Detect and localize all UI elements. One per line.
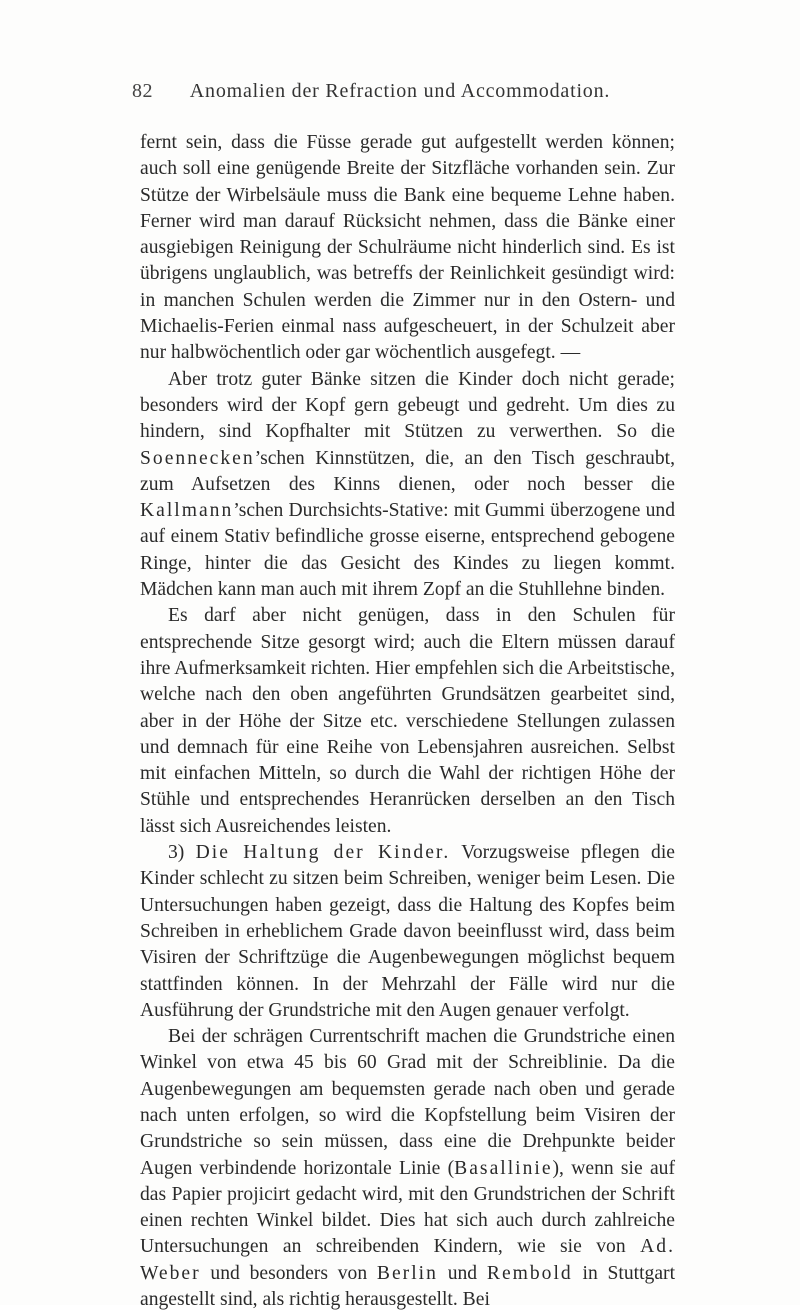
text-run: Aber trotz guter Bänke sitzen die Kinder doch nicht gerade; besonders wird der Kopf gern gebeugt und gedreht. Um dies zu hindern, sind Kopfhalter mit Stützen zu verwerthen. So die xyxy=(140,368,675,443)
page-number: 82 xyxy=(132,80,153,102)
text-run: und besonders von xyxy=(200,1262,377,1284)
text-run: und xyxy=(437,1262,487,1284)
text-run: ’schen Kinnstützen, die, an den Tisch geschraubt, zum Aufsetzen des Kinns dienen, oder noch besser die xyxy=(140,447,675,495)
text-run: Vorzugsweise pflegen die Kinder schlecht zu sitzen beim Schreiben, weniger beim Lesen. Die Untersuchungen haben gezeigt, dass die Haltung des Kopfes beim Schreiben in erheblichem Grade davon beeinflusst wird, dass beim Visiren der Schriftzüge die Augenbewegungen möglichst bequem stattfinden können. In der Mehrzahl der Fälle wird nur die Ausführung der Grundstriche mit den Augen genauer verfolgt. xyxy=(140,842,675,1021)
paragraph xyxy=(140,840,675,1024)
text-run: Bei der schrägen Currentschrift machen die Grundstriche einen Winkel von etwa 45 bis 60 Grad mit der Schreiblinie. Da die Augenbewegungen am bequemsten gerade nach oben und gerade nach unten erfolgen, so wird die Kopfstellung beim Visiren der Grundstriche so sein müssen, dass eine die Drehpunkte beider Augen verbindende horizontale Linie ( xyxy=(140,1026,675,1179)
name-kallmann: Kallmann xyxy=(140,500,234,522)
name-berlin: Berlin xyxy=(376,1262,438,1284)
paragraph xyxy=(140,1024,675,1313)
paragraph: fernt sein, dass die Füsse gerade gut aufgestellt werden können; auch soll eine genügende Breite der Sitzfläche vorhanden sein. Zur Stütze der Wirbelsäule muss die Bank eine bequeme Lehne haben. Ferner wird man darauf Rücksicht nehmen, dass die Bänke einer ausgiebigen Reinigung der Schulräume nicht hinderlich sind. Es ist übrigens unglaublich, was betreffs der Reinlichkeit gesündigt wird: in manchen Schulen werden die Zimmer nur in den Ostern- und Michaelis-Ferien einmal nass aufgescheuert, in der Schulzeit aber nur halbwöchentlich oder gar wöchentlich ausgefegt. — xyxy=(140,132,675,364)
text-run: ’schen Durchsichts-Stative: mit Gummi überzogene und auf einem Stativ befindliche grosse eiserne, entsprechend gebogene Ringe, hinter die das Gesicht des Kindes zu liegen kommt. Mädchen kann man auch mit ihrem Zopf an die Stuhllehne binden. xyxy=(140,500,675,601)
text-run: 3) xyxy=(168,842,196,864)
text-run: ), wenn sie auf das Papier projicirt gedacht wird, mit den Grundstrichen der Schrift einen rechten Winkel bildet. Dies hat sich auch durch zahlreiche Untersuchungen an schreibenden Kindern, wie sie von xyxy=(140,1157,675,1258)
running-title: Anomalien der Refraction und Accommodation. xyxy=(189,80,611,102)
name-rembold: Rembold xyxy=(486,1262,573,1284)
paragraph: Es darf aber nicht genügen, dass in den Schulen für entsprechende Sitze gesorgt wird; auch die Eltern müssen darauf ihre Aufmerksamkeit richten. Hier empfehlen sich die Arbeitstische, welche nach den oben angeführten Grundsätzen gearbeitet sind, aber in der Höhe der Sitze etc. verschiedene Stellungen zulassen und demnach für eine Reihe von Lebensjahren ausreichen. Selbst mit einfachen Mitteln, so durch die Wahl der richtigen Höhe der Stühle und entsprechendes Heranrücken derselben an den Tisch lässt sich Ausreichendes leisten. xyxy=(140,605,675,837)
name-soennecken: Soennecken xyxy=(140,447,255,469)
term-basallinie: Basallinie xyxy=(454,1157,553,1179)
body-text xyxy=(140,130,675,1313)
name-weber: Ad. Weber xyxy=(140,1236,675,1284)
section-heading: Die Haltung der Kinder. xyxy=(195,842,451,864)
running-head xyxy=(0,80,800,104)
text-run: in Stuttgart angestellt sind, als richtig herausgestellt. Bei xyxy=(140,1262,676,1311)
paragraph xyxy=(140,367,675,604)
